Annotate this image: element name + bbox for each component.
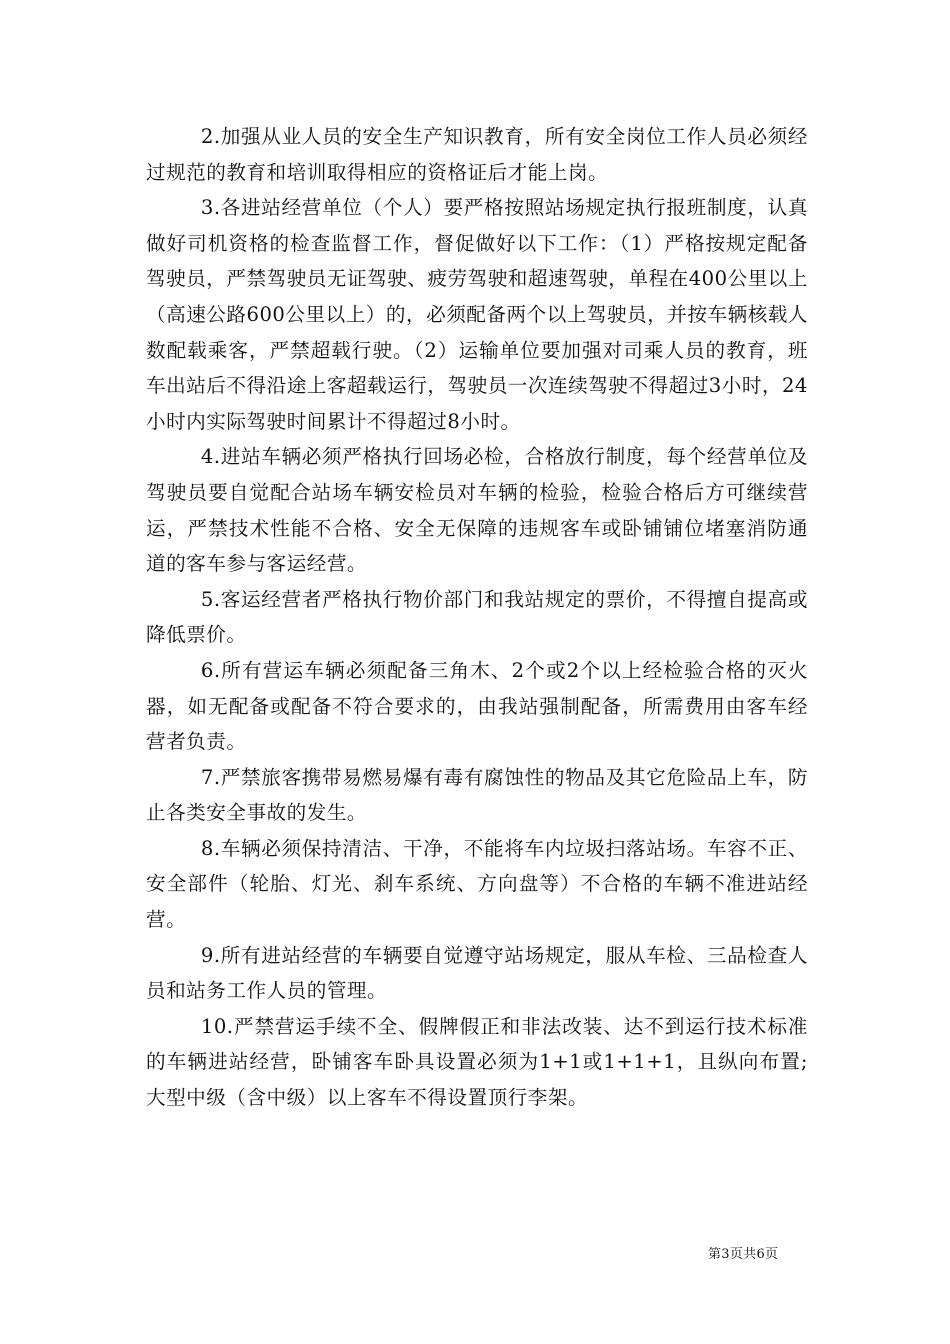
paragraph-item-5: 5.客运经营者严格执行物价部门和我站规定的票价，不得擅自提高或降低票价。 xyxy=(146,587,808,647)
paragraph-item-3: 3.各进站经营单位（个人）要严格按照站场规定执行报班制度，认真做好司机资格的检查监督工作，督促做好以下工作：（1）严格按规定配备驾驶员，严禁驾驶员无证驾驶、疲劳驾驶和超速驾驶，单程在400公里以上（高速公路600公里以上）的，必须配备两个以上驾驶员，并按车辆核载人数配载乘客，严禁超载行驶。（2）运输单位要加强对司乘人员的教育，班车出站后不得沿途上客超载运行，驾驶员一次连续驾驶不得超过3小时，24小时内实际驾驶时间累计不得超过8小时。 xyxy=(146,196,808,433)
page-number-footer: 第3页共6页 xyxy=(708,1247,779,1262)
paragraph-item-10: 10.严禁营运手续不全、假牌假正和非法改装、达不到运行技术标准的车辆进站经营，卧铺客车卧具设置必须为1+1或1+1+1，且纵向布置;大型中级（含中级）以上客车不得设置顶行李架。 xyxy=(146,1014,808,1110)
paragraph-item-6: 6.所有营运车辆必须配备三角木、2个或2个以上经检验合格的灭火器，如无配备或配备不符合要求的，由我站强制配备，所需费用由客车经营者负责。 xyxy=(146,658,808,754)
document-body xyxy=(146,119,808,1116)
paragraph-item-2: 2.加强从业人员的安全生产知识教育，所有安全岗位工作人员必须经过规范的教育和培训取得相应的资格证后才能上岗。 xyxy=(146,125,808,184)
paragraph-item-9: 9.所有进站经营的车辆要自觉遵守站场规定，服从车检、三品检查人员和站务工作人员的管理。 xyxy=(146,943,808,1003)
paragraph-item-7: 7.严禁旅客携带易燃易爆有毒有腐蚀性的物品及其它危险品上车，防止各类安全事故的发生。 xyxy=(146,765,808,825)
paragraph-item-8: 8.车辆必须保持清洁、干净，不能将车内垃圾扫落站场。车容不正、安全部件（轮胎、灯光、刹车系统、方向盘等）不合格的车辆不准进站经营。 xyxy=(146,836,808,932)
paragraph-item-4: 4.进站车辆必须严格执行回场必检，合格放行制度，每个经营单位及驾驶员要自觉配合站场车辆安检员对车辆的检验，检验合格后方可继续营运，严禁技术性能不合格、安全无保障的违规客车或卧铺铺位堵塞消防通道的客车参与客运经营。 xyxy=(146,445,808,576)
